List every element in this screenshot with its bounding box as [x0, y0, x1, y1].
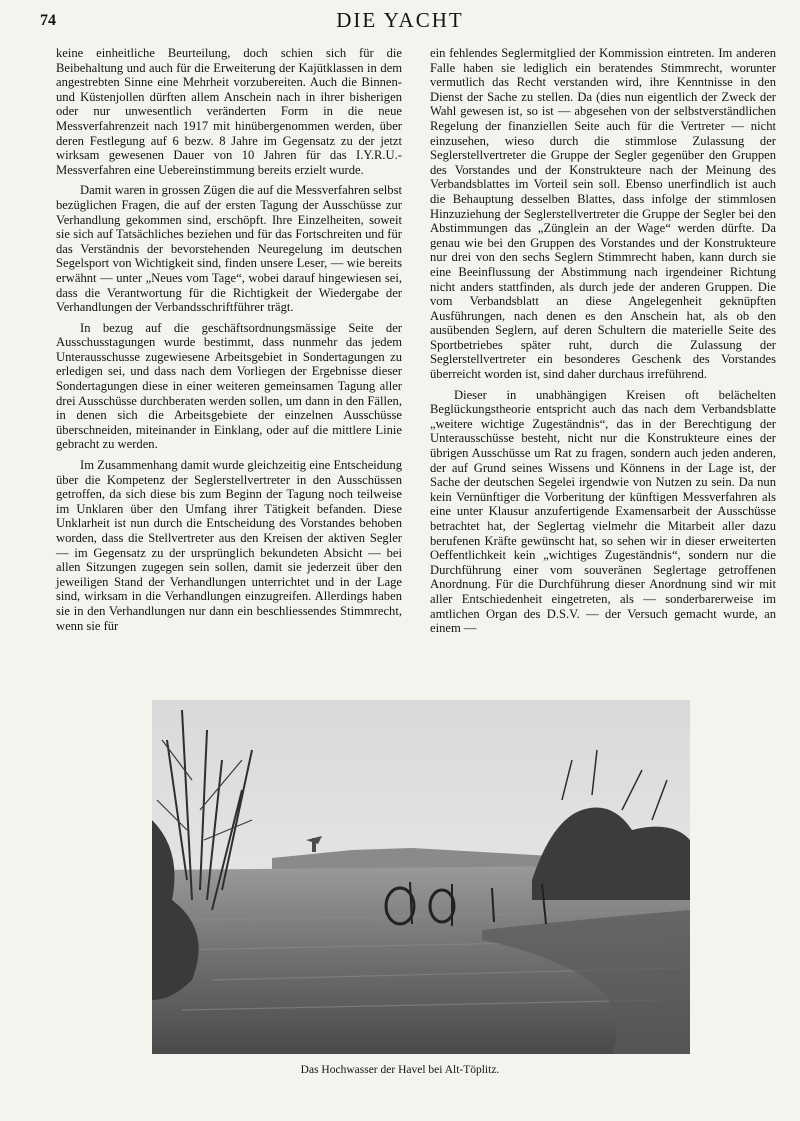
paragraph: Dieser in unabhängigen Kreisen oft belächelten Beglückungstheorie entspricht auch das nach dem Verbandsblatte „weitere wichtige Zugeständnis“, das in der Berechtigung der Unterausschüsse besteht, nicht nur die Konstrukteure eines der übrigen Ausschüsse um Rat zu fragen, sondern auch jeden anderen, der auf Grund seines Wissens und Könnens in der Lage ist, der Sache der deutschen Segelei irgendwie von Nutzen zu sein. Da nun kein Vernünftiger die Vorberitung der künftigen Messverfahren als eine unter Klausur anzufertigende Examensarbeit der Ausschüsse betrachtet hat, der Seglertag vielmehr die Mitarbeit aller dazu berufenen Kräfte gewünscht hat, so sehen wir in dieser erweiterten Oeffentlichkeit kein „wichtiges Zugeständnis“, sondern nur die Durchführung einer vom souveränen Seglertage getroffenen Anordnung. Für die Durchführung dieser Anordnung sind wir mit aller Entschiedenheit eingetreten, als — sonderbarerweise im amtlichen Organ des D.S.V. — der Versuch gemacht wurde, an einem — — [430, 387, 776, 636]
paragraph: keine einheitliche Beurteilung, doch schien sich für die Beibehaltung und auch für die Erweiterung der Kajütklassen in dem angestrebten Sinne eine Mehrheit vorzubereiten. Auch die Binnen- und Küstenjollen dürften allem Anschein nach in ihrer bisherigen oder nur unwesentlich veränderten Form in die neue Messverfahrenzeit nach 1917 mit hinübergenommen werden, über deren Festlegung auf 6 bezw. 8 Jahre im Gegensatz zu der jetzt wirksam gewesenen Dauer von 10 Jahren für das I.Y.R.U.-Messverfahren eine Uebereinstimmung bereits erzielt wurde. — [56, 46, 402, 177]
paragraph: Damit waren in grossen Zügen die auf die Messverfahren selbst bezüglichen Fragen, die auf der ersten Tagung der Ausschüsse zur Verhandlung gekommen sind, erschöpft. Ihre Einzelheiten, soweit sie sich auf Tatsächliches beziehen und für das Fortschreiten und für das Verständnis der bevorstehenden Neuregelung im deutschen Segelsport von Wichtigkeit sind, finden unsere Leser, — wie bereits erwähnt — unter „Neues vom Tage“, wobei darauf hingewiesen sei, dass die Verantwortung für die Richtigkeit der Wiedergabe der Verhandlungen der Verbandsschriftführer trägt. — [56, 183, 402, 315]
page-number: 74 — [40, 12, 56, 29]
paragraph: In bezug auf die geschäftsordnungsmässige Seite der Ausschusstagungen wurde bestimmt, dass nunmehr das jedem Unterausschusse zugewiesene Arbeitsgebiet in Sondertagungen zu erledigen sei, und dass nach dem Vorliegen der Ergebnisse dieser Sondertagungen diese in einer weiteren gemeinsamen Tagung aller drei Ausschüsse durchberaten werden sollen, um dann in den Fällen, in denen sich die Arbeitsgebiete der einzelnen Ausschüsse überschneiden, miteinander in Einklang, oder auf die mittlere Linie gebracht zu werden. — [56, 320, 402, 452]
paragraph: ein fehlendes Seglermitglied der Kommission eintreten. Im anderen Falle haben sie lediglich ein beratendes Stimmrecht, worunter vermutlich das Recht verstanden wird, ihre Kenntnisse in den Dienst der Sache zu stellen. Da (dies nun eigentlich der Zweck der Wahl gewesen ist, so ist — abgesehen von der selbstverständlichen Regelung der finanziellen Seite auch für die Vertreter — nicht einzusehen, wieso durch die stimmlose Zulassung der Seglerstellvertreter die Gruppe der Segler gegenüber den Gruppen des Vorstandes und der Konstrukteure nach der Meinung des Verbandsblattes im Vorteil sein soll. Ebenso unerfindlich ist auch die Behauptung desselben Blattes, dass infolge der stimmlosen Hinzuziehung der Seglerstellvertreter die Gruppe der Segler bei den Abstimmungen das „Zünglein an der Wage“ werden dürfte. Da genau wie bei den Gruppen des Vorstandes und der Konstrukteure nur drei von den sechs Seglern Stimmrecht haben, kann durch sie eine Beeinflussung der Abstimmung nach irgendeiner Richtung nicht anders stattfinden, als durch jede der anderen Gruppen. Die vom Verbandsblatt an diese Angelegenheit geknüpften Ausführungen, nach denen es den Anschein hat, als ob den ausübenden Seglern, auf deren Schultern die materielle Seite des Sportbetriebes später ruht, durch die Zulassung der Seglerstellvertreter ein besonderes Geschenk des Vorstandes überreicht worden ist, sind daher durchaus irreführend. — [430, 46, 776, 382]
right-text-column — [430, 46, 776, 636]
flood-photograph — [152, 700, 690, 1054]
journal-title: DIE YACHT — [336, 8, 464, 32]
left-text-column — [56, 46, 402, 633]
paragraph: Im Zusammenhang damit wurde gleichzeitig eine Entscheidung über die Kompetenz der Seglerstellvertreter in den Ausschüssen getroffen, da sich diese bis zum Beginn der Tagung noch teilweise im Unklaren über den Umfang ihrer Tätigkeit befanden. Diese Unklarheit ist nun durch die Entscheidung des Vorstandes behoben worden, dass die Stellvertreter aus den Kreisen der aktiven Segler — im Gegensatz zu der ursprünglich bekundeten Absicht — bei allen Sitzungen zugegen sein sollen, damit sie jederzeit über den jeweiligen Stand der Verhandlungen unterrichtet und in der Lage sind, wirksam in die Verhandlungen einzugreifen. Allerdings haben sie in den Verhandlungen nur dann ein beschliessendes Stimmrecht, wenn sie für — [56, 458, 402, 633]
figure-caption: Das Hochwasser der Havel bei Alt-Töplitz. — [300, 1064, 500, 1076]
